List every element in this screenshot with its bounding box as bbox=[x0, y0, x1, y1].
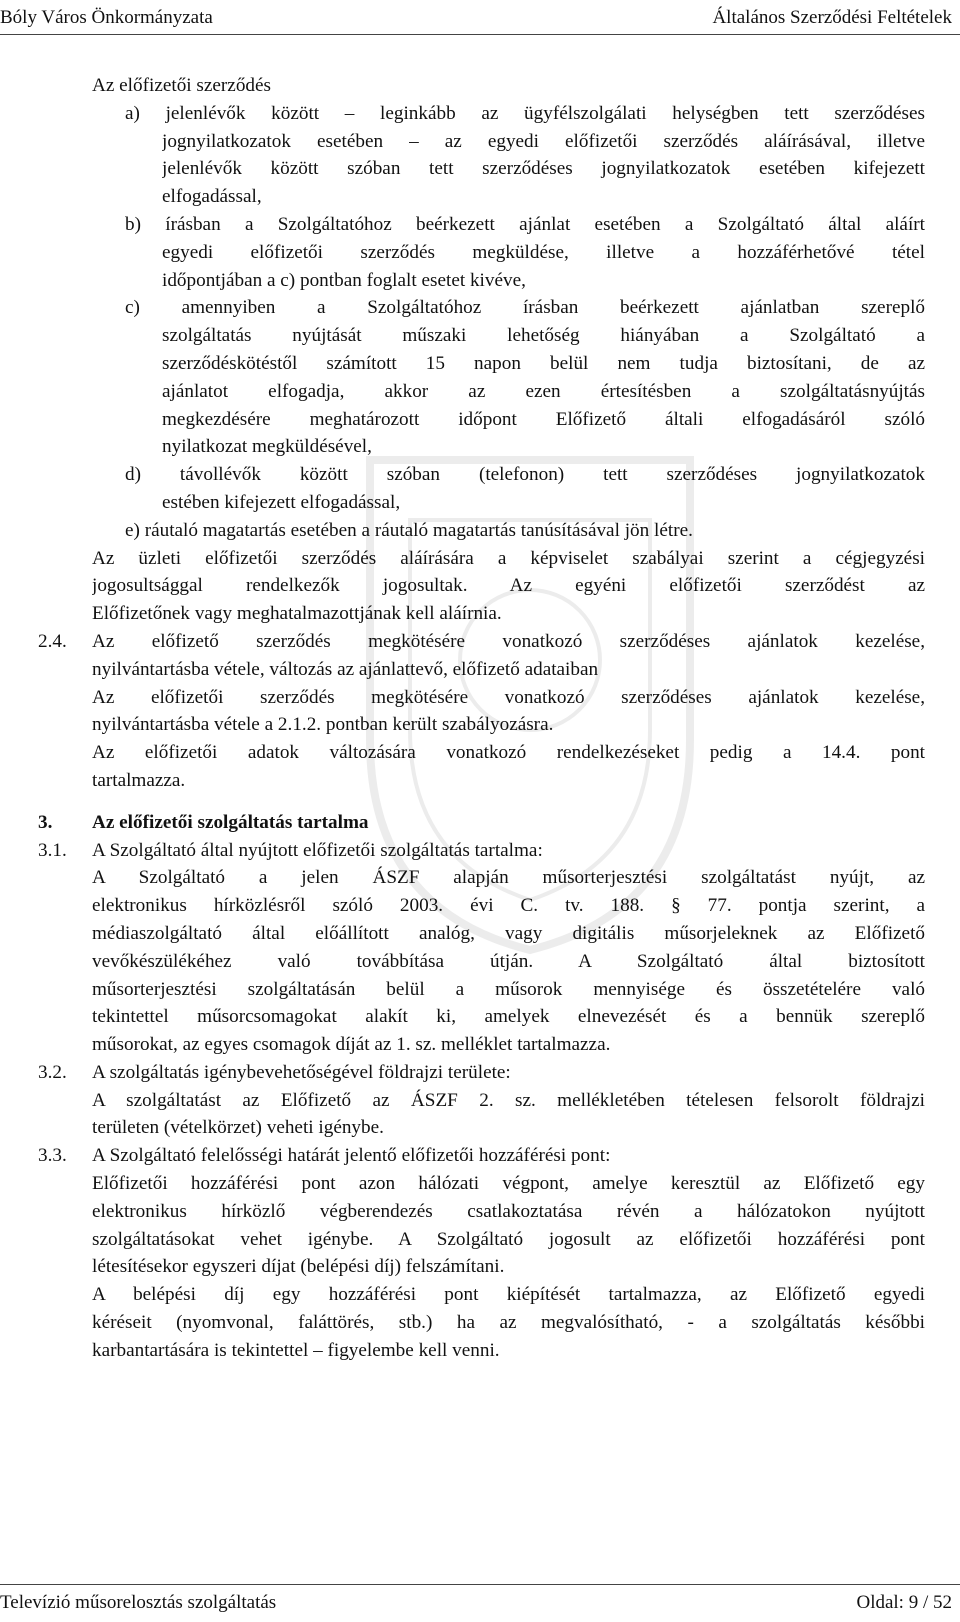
list-item-b-cont: egyedi előfizetői szerződés megküldése, illetve a hozzáférhetővé tétel bbox=[162, 241, 925, 263]
section-number-3-2: 3.2. bbox=[38, 1061, 67, 1083]
footer-page-number: Oldal: 9 / 52 bbox=[856, 1592, 952, 1613]
section-3-1-text: médiaszolgáltató által előállított analóg, vagy digitális műsorjeleknek az Előfizető bbox=[92, 922, 925, 944]
section-3-1-text: műsorterjesztési szolgáltatásán belül a műsorok mennyisége és összetételére való bbox=[92, 978, 925, 1000]
section-number-2-4: 2.4. bbox=[38, 630, 67, 652]
section-3-1-text: tekintettel műsorcsomagokat alakít ki, amelyek elnevezését és a bennük szereplő bbox=[92, 1006, 925, 1028]
page-header bbox=[0, 4, 960, 35]
list-item-a-cont: jognyilatkozatok esetében – az egyedi előfizetői szerződés aláírásával, illetve bbox=[162, 130, 925, 152]
section-3-1-text: elektronikus hírközlésről szóló 2003. évi C. tv. 188. § 77. pontja szerint, a bbox=[92, 895, 925, 917]
document-body bbox=[0, 72, 960, 1365]
section-2-4-text: Az előfizetői szerződés megkötésére vonatkozó szerződéses ajánlatok kezelése, bbox=[92, 686, 925, 708]
header-organization: Bóly Város Önkormányzata bbox=[0, 7, 213, 28]
list-item-a-cont: elfogadással, bbox=[162, 186, 262, 208]
section-3-3-title: A Szolgáltató felelősségi határát jelentő előfizetői hozzáférési pont: bbox=[92, 1145, 611, 1167]
section-3-3-text: létesítésekor egyszeri díjat (belépési díj) felszámítani. bbox=[92, 1256, 505, 1278]
business-contract-paragraph: Az üzleti előfizetői szerződés aláírására a képviselet szabályai szerint a cégjegyzési bbox=[92, 547, 925, 569]
section-3-1-title: A Szolgáltató által nyújtott előfizetői szolgáltatás tartalma: bbox=[92, 839, 543, 861]
list-item-a: a) jelenlévők között – leginkább az ügyfélszolgálati helységben tett szerződéses bbox=[125, 102, 925, 124]
section-2-4-text: tartalmazza. bbox=[92, 769, 186, 791]
section-3-3-text: Előfizetői hozzáférési pont azon hálózati végpont, amelye keresztül az Előfizető egy bbox=[92, 1173, 925, 1195]
list-item-e: e) ráutaló magatartás esetében a ráutaló magatartás tanúsításával jön létre. bbox=[125, 519, 693, 541]
section-2-4-text: Az előfizetői adatok változására vonatkozó rendelkezéseket pedig a 14.4. pont bbox=[92, 742, 925, 764]
section-number-3-1: 3.1. bbox=[38, 839, 67, 861]
page-footer bbox=[0, 1584, 960, 1615]
section-2-4-text: nyilvántartásba vétele a 2.1.2. pontban került szabályozásra. bbox=[92, 714, 554, 736]
section-3-heading: Az előfizetői szolgáltatás tartalma bbox=[92, 811, 369, 833]
section-3-1-text: vevőkészülékéhez való továbbítása útján. A Szolgáltató által biztosított bbox=[92, 950, 925, 972]
list-item-c-cont: ajánlatot elfogadja, akkor az ezen értesítésben a szolgáltatásnyújtás bbox=[162, 380, 925, 402]
section-number-3: 3. bbox=[38, 811, 53, 833]
section-number-3-3: 3.3. bbox=[38, 1145, 67, 1167]
list-item-c-cont: megkezdésére meghatározott időpont Előfizető általi elfogadásáról szóló bbox=[162, 408, 925, 430]
section-3-3-text: kéréseit (nyomvonal, faláttörés, stb.) ha az megvalósítható, - a szolgáltatás későbbi bbox=[92, 1312, 925, 1334]
list-item-d: d) távollévők között szóban (telefonon) tett szerződéses jognyilatkozatok bbox=[125, 464, 925, 486]
section-intro: Az előfizetői szerződés bbox=[92, 75, 271, 96]
section-3-2-text: A szolgáltatást az Előfizető az ÁSZF 2. sz. mellékletében tételesen felsorolt földrajzi bbox=[92, 1089, 925, 1111]
list-item-c-cont: szerződéskötéstől számított 15 napon belül nem tudja biztosítani, de az bbox=[162, 352, 925, 374]
list-item-c: c) amennyiben a Szolgáltatóhoz írásban beérkezett ajánlatban szereplő bbox=[125, 297, 925, 319]
section-3-3-text: karbantartására is tekintettel – figyelembe kell venni. bbox=[92, 1339, 500, 1361]
list-item-a-cont: jelenlévők között szóban tett szerződéses jognyilatkozatok esetében kifejezett bbox=[162, 158, 925, 180]
section-3-3-text: elektronikus hírközlő végberendezés csatlakoztatása révén a hálózatokon nyújtott bbox=[92, 1200, 925, 1222]
header-document-title: Általános Szerződési Feltételek bbox=[712, 7, 952, 28]
section-2-4-title: Az előfizető szerződés megkötésére vonatkozó szerződéses ajánlatok kezelése, bbox=[92, 630, 925, 652]
business-contract-paragraph: Előfizetőnek vagy meghatalmazottjának kell aláírnia. bbox=[92, 603, 502, 625]
business-contract-paragraph: jogosultsággal rendelkezők jogosultak. Az egyéni előfizetői szerződést az bbox=[92, 575, 925, 597]
list-item-b-cont: időpontjában a c) pontban foglalt esetet kivéve, bbox=[162, 269, 526, 291]
list-item-d-cont: estében kifejezett elfogadással, bbox=[162, 491, 401, 513]
footer-service-name: Televízió műsorelosztás szolgáltatás bbox=[0, 1592, 277, 1613]
list-item-c-cont: szolgáltatás nyújtását műszaki lehetőség hiányában a Szolgáltató a bbox=[162, 325, 925, 347]
list-item-b: b) írásban a Szolgáltatóhoz beérkezett ajánlat esetében a Szolgáltató által aláírt bbox=[125, 213, 925, 235]
list-item-c-cont: nyilatkozat megküldésével, bbox=[162, 436, 372, 458]
section-3-1-text: műsorokat, az egyes csomagok díját az 1. sz. melléklet tartalmazza. bbox=[92, 1034, 611, 1056]
section-3-2-title: A szolgáltatás igénybevehetőségével földrajzi területe: bbox=[92, 1061, 511, 1083]
section-2-4-title: nyilvántartásba vétele, változás az ajánlattevő, előfizető adataiban bbox=[92, 658, 599, 680]
section-3-3-text: szolgáltatásokat vehet igénybe. A Szolgáltató jogosult az előfizetői hozzáférési pont bbox=[92, 1228, 925, 1250]
section-3-1-text: A Szolgáltató a jelen ÁSZF alapján műsorterjesztési szolgáltatást nyújt, az bbox=[92, 867, 925, 889]
section-3-3-text: A belépési díj egy hozzáférési pont kiépítését tartalmazza, az Előfizető egyedi bbox=[92, 1284, 925, 1306]
section-3-2-text: területen (vételkörzet) veheti igénybe. bbox=[92, 1117, 384, 1139]
